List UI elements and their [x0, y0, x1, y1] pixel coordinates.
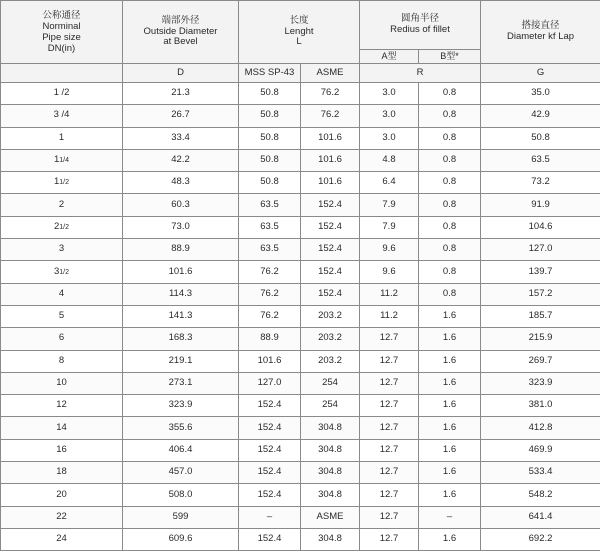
- cell-od: 101.6: [123, 261, 239, 283]
- header-lap-en: Diameter kf Lap: [481, 32, 600, 43]
- cell-radius-b: 0.8: [419, 239, 481, 261]
- cell-od: 48.3: [123, 172, 239, 194]
- cell-lap: 269.7: [481, 350, 600, 372]
- header-size: [1, 1, 123, 64]
- header-fillet-radius: [360, 1, 481, 50]
- cell-radius-b: 1.6: [419, 305, 481, 327]
- cell-lap: 692.2: [481, 528, 600, 550]
- cell-radius-a: 7.9: [360, 216, 419, 238]
- cell-size: 20: [1, 484, 123, 506]
- cell-lap: 104.6: [481, 216, 600, 238]
- cell-lap: 73.2: [481, 172, 600, 194]
- header-rad-en: Redius of fillet: [360, 25, 480, 36]
- cell-radius-a: 4.8: [360, 149, 419, 171]
- header-size-en3: DN(in): [1, 44, 122, 55]
- header-outside-diameter: [123, 1, 239, 64]
- table-row: [1, 484, 600, 506]
- cell-asme: 152.4: [301, 239, 360, 261]
- cell-size: 6: [1, 328, 123, 350]
- cell-asme: 304.8: [301, 417, 360, 439]
- cell-lap: 641.4: [481, 506, 600, 528]
- cell-lap: 323.9: [481, 372, 600, 394]
- cell-lap: 127.0: [481, 239, 600, 261]
- table-row: [1, 261, 600, 283]
- cell-asme: 152.4: [301, 261, 360, 283]
- cell-radius-a: 7.9: [360, 194, 419, 216]
- cell-size: 11/2: [1, 172, 123, 194]
- cell-lap: 139.7: [481, 261, 600, 283]
- cell-mss: 76.2: [239, 261, 301, 283]
- cell-mss: 50.8: [239, 83, 301, 105]
- cell-mss: –: [239, 506, 301, 528]
- cell-asme: 203.2: [301, 328, 360, 350]
- cell-mss: 50.8: [239, 172, 301, 194]
- cell-radius-b: 1.6: [419, 484, 481, 506]
- cell-od: 457.0: [123, 462, 239, 484]
- cell-asme: ASME: [301, 506, 360, 528]
- cell-od: 42.2: [123, 149, 239, 171]
- cell-mss: 152.4: [239, 417, 301, 439]
- header-od-cn: 端部外径: [123, 16, 238, 27]
- table-row: [1, 372, 600, 394]
- header-type-a: A型: [360, 50, 419, 64]
- cell-radius-b: 0.8: [419, 172, 481, 194]
- cell-radius-b: 1.6: [419, 372, 481, 394]
- cell-asme: 254: [301, 372, 360, 394]
- header-len-en: Lenght: [239, 27, 359, 38]
- header-size-en2: Pipe size: [1, 33, 122, 44]
- cell-lap: 35.0: [481, 83, 600, 105]
- cell-od: 508.0: [123, 484, 239, 506]
- cell-asme: 304.8: [301, 462, 360, 484]
- table-row: [1, 105, 600, 127]
- cell-lap: 63.5: [481, 149, 600, 171]
- table-row: [1, 395, 600, 417]
- cell-asme: 254: [301, 395, 360, 417]
- cell-radius-a: 12.7: [360, 395, 419, 417]
- cell-lap: 215.9: [481, 328, 600, 350]
- cell-radius-a: 6.4: [360, 172, 419, 194]
- cell-mss: 152.4: [239, 462, 301, 484]
- cell-lap: 469.9: [481, 439, 600, 461]
- cell-od: 355.6: [123, 417, 239, 439]
- cell-asme: 101.6: [301, 127, 360, 149]
- cell-radius-b: 1.6: [419, 328, 481, 350]
- cell-radius-a: 12.7: [360, 462, 419, 484]
- cell-size: 31/2: [1, 261, 123, 283]
- cell-mss: 88.9: [239, 328, 301, 350]
- cell-radius-a: 9.6: [360, 239, 419, 261]
- table-row: [1, 127, 600, 149]
- header-od-en2: at Bevel: [123, 37, 238, 48]
- cell-mss: 63.5: [239, 194, 301, 216]
- header-size-en1: Norminal: [1, 22, 122, 33]
- cell-lap: 548.2: [481, 484, 600, 506]
- cell-size: 14: [1, 417, 123, 439]
- table-row: [1, 528, 600, 550]
- cell-mss: 76.2: [239, 283, 301, 305]
- size-fraction: 1/2: [59, 179, 69, 186]
- header-lap-cn: 搭接直径: [481, 21, 600, 32]
- cell-radius-b: 1.6: [419, 528, 481, 550]
- cell-asme: 203.2: [301, 350, 360, 372]
- cell-od: 323.9: [123, 395, 239, 417]
- cell-od: 219.1: [123, 350, 239, 372]
- cell-size: 1 /2: [1, 83, 123, 105]
- cell-size: 4: [1, 283, 123, 305]
- cell-radius-a: 9.6: [360, 261, 419, 283]
- header-type-b: B型*: [419, 50, 481, 64]
- table-row: [1, 172, 600, 194]
- cell-lap: 42.9: [481, 105, 600, 127]
- cell-od: 141.3: [123, 305, 239, 327]
- cell-asme: 152.4: [301, 283, 360, 305]
- symbol-asme: ASME: [301, 64, 360, 83]
- cell-radius-b: 0.8: [419, 127, 481, 149]
- table-row: [1, 239, 600, 261]
- cell-radius-a: 11.2: [360, 305, 419, 327]
- cell-radius-b: 1.6: [419, 417, 481, 439]
- table-row: [1, 417, 600, 439]
- header-rad-cn: 圆角半径: [360, 14, 480, 25]
- table-row: [1, 305, 600, 327]
- cell-mss: 101.6: [239, 350, 301, 372]
- cell-lap: 157.2: [481, 283, 600, 305]
- cell-radius-a: 3.0: [360, 105, 419, 127]
- cell-asme: 304.8: [301, 484, 360, 506]
- symbol-r: R: [360, 64, 481, 83]
- cell-size: 22: [1, 506, 123, 528]
- cell-size: 3: [1, 239, 123, 261]
- cell-size: 5: [1, 305, 123, 327]
- cell-lap: 533.4: [481, 462, 600, 484]
- cell-size: 24: [1, 528, 123, 550]
- table-row: [1, 506, 600, 528]
- cell-radius-b: 1.6: [419, 350, 481, 372]
- cell-od: 168.3: [123, 328, 239, 350]
- cell-asme: 304.8: [301, 528, 360, 550]
- cell-od: 73.0: [123, 216, 239, 238]
- cell-size: 3 /4: [1, 105, 123, 127]
- symbol-g: G: [481, 64, 600, 83]
- cell-radius-b: 1.6: [419, 462, 481, 484]
- cell-od: 114.3: [123, 283, 239, 305]
- cell-radius-b: 0.8: [419, 105, 481, 127]
- cell-od: 609.6: [123, 528, 239, 550]
- table-row: [1, 283, 600, 305]
- table-row: [1, 439, 600, 461]
- header-lap-diameter: [481, 1, 600, 64]
- cell-od: 88.9: [123, 239, 239, 261]
- table-row: [1, 350, 600, 372]
- cell-od: 599: [123, 506, 239, 528]
- symbol-size: [1, 64, 123, 83]
- cell-radius-a: 11.2: [360, 283, 419, 305]
- cell-radius-b: 1.6: [419, 395, 481, 417]
- size-fraction: 1/2: [59, 269, 69, 276]
- cell-lap: 381.0: [481, 395, 600, 417]
- cell-od: 26.7: [123, 105, 239, 127]
- cell-od: 60.3: [123, 194, 239, 216]
- cell-od: 21.3: [123, 83, 239, 105]
- cell-radius-a: 3.0: [360, 127, 419, 149]
- cell-size: 11/4: [1, 149, 123, 171]
- cell-radius-b: 1.6: [419, 439, 481, 461]
- cell-radius-b: –: [419, 506, 481, 528]
- size-fraction: 1/2: [59, 224, 69, 231]
- size-fraction: 1/4: [59, 157, 69, 164]
- cell-radius-a: 12.7: [360, 484, 419, 506]
- cell-mss: 152.4: [239, 528, 301, 550]
- cell-asme: 101.6: [301, 149, 360, 171]
- cell-radius-a: 12.7: [360, 350, 419, 372]
- header-len-cn: 长度: [239, 16, 359, 27]
- cell-size: 12: [1, 395, 123, 417]
- cell-radius-b: 0.8: [419, 216, 481, 238]
- cell-size: 10: [1, 372, 123, 394]
- cell-radius-a: 12.7: [360, 439, 419, 461]
- cell-size: 1: [1, 127, 123, 149]
- table-row: [1, 462, 600, 484]
- cell-radius-a: 12.7: [360, 372, 419, 394]
- header-len-symbol: L: [239, 37, 359, 48]
- cell-radius-b: 0.8: [419, 149, 481, 171]
- header-length: [239, 1, 360, 64]
- cell-lap: 412.8: [481, 417, 600, 439]
- cell-asme: 304.8: [301, 439, 360, 461]
- cell-mss: 50.8: [239, 105, 301, 127]
- symbol-mss: MSS SP-43: [239, 64, 301, 83]
- cell-mss: 127.0: [239, 372, 301, 394]
- cell-radius-a: 12.7: [360, 328, 419, 350]
- cell-radius-b: 0.8: [419, 283, 481, 305]
- cell-radius-a: 3.0: [360, 83, 419, 105]
- cell-mss: 152.4: [239, 484, 301, 506]
- cell-lap: 185.7: [481, 305, 600, 327]
- cell-mss: 76.2: [239, 305, 301, 327]
- cell-radius-b: 0.8: [419, 83, 481, 105]
- cell-size: 18: [1, 462, 123, 484]
- cell-size: 8: [1, 350, 123, 372]
- cell-mss: 152.4: [239, 439, 301, 461]
- cell-od: 273.1: [123, 372, 239, 394]
- cell-size: 2: [1, 194, 123, 216]
- cell-mss: 63.5: [239, 239, 301, 261]
- cell-lap: 50.8: [481, 127, 600, 149]
- cell-od: 33.4: [123, 127, 239, 149]
- cell-mss: 50.8: [239, 149, 301, 171]
- cell-asme: 203.2: [301, 305, 360, 327]
- cell-asme: 152.4: [301, 194, 360, 216]
- cell-radius-a: 12.7: [360, 506, 419, 528]
- cell-radius-b: 0.8: [419, 261, 481, 283]
- cell-asme: 152.4: [301, 216, 360, 238]
- cell-radius-b: 0.8: [419, 194, 481, 216]
- cell-size: 21/2: [1, 216, 123, 238]
- table-row: [1, 149, 600, 171]
- cell-mss: 50.8: [239, 127, 301, 149]
- table-row: [1, 83, 600, 105]
- cell-radius-a: 12.7: [360, 528, 419, 550]
- header-size-cn: 公称通径: [1, 11, 122, 22]
- cell-radius-a: 12.7: [360, 417, 419, 439]
- table-row: [1, 328, 600, 350]
- cell-mss: 152.4: [239, 395, 301, 417]
- table-row: [1, 216, 600, 238]
- cell-asme: 76.2: [301, 83, 360, 105]
- cell-asme: 101.6: [301, 172, 360, 194]
- header-od-en1: Outside Diameter: [123, 27, 238, 38]
- table-body: [1, 83, 600, 551]
- cell-od: 406.4: [123, 439, 239, 461]
- cell-lap: 91.9: [481, 194, 600, 216]
- table-row: [1, 194, 600, 216]
- symbol-d: D: [123, 64, 239, 83]
- cell-asme: 76.2: [301, 105, 360, 127]
- cell-mss: 63.5: [239, 216, 301, 238]
- cell-size: 16: [1, 439, 123, 461]
